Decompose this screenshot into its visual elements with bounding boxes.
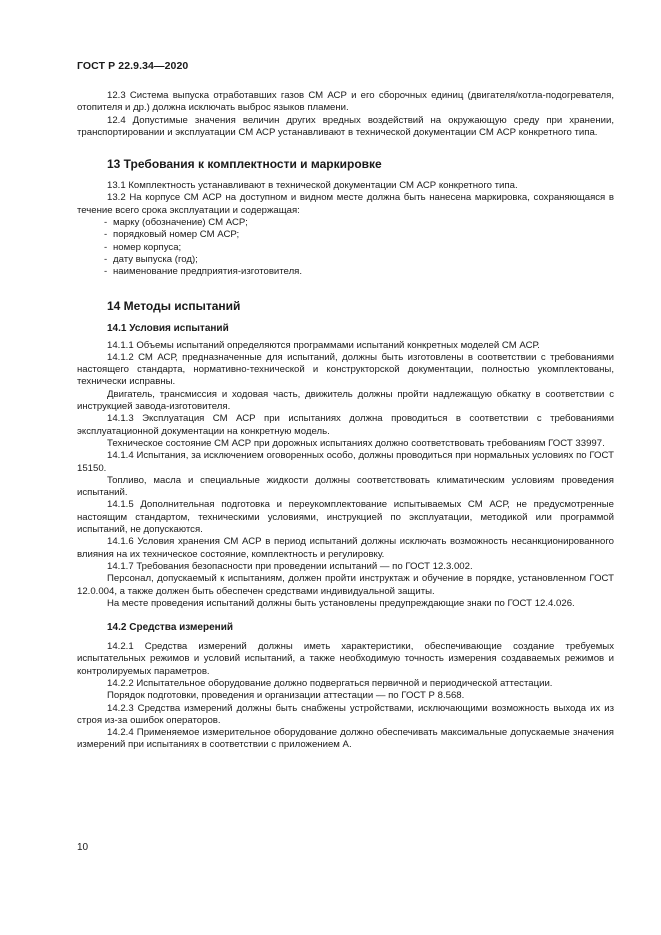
- paragraph-14-2-2-b: Порядок подготовки, проведения и организации аттестации — по ГОСТ Р 8.568.: [107, 690, 465, 702]
- section-14-heading: 14 Методы испытаний: [107, 298, 241, 313]
- paragraph-14-1-5: 14.1.5 Дополнительная подготовка и переукомплектование испытываемых СМ АСР, не предусмотренные настоящим стандартом, техническими условиями, инструкцией по эксплуатации, методикой или программой испытаний, не допускаются.: [77, 499, 614, 536]
- list-item: [77, 229, 614, 241]
- paragraph-12-3: 12.3 Система выпуска отработавших газов СМ АСР и его сборочных единиц (двигателя/котла-подогревателя, отопителя и др.) должна исключать выброс языков пламени.: [77, 90, 614, 114]
- paragraph-14-2-1: 14.2.1 Средства измерений должны иметь характеристики, обеспечивающие создание требуемых испытательных режимов и условий испытаний, а также необходимую точность измерения создаваемых режимов и контролируемых параметров.: [77, 641, 614, 677]
- paragraph-13-2: 13.2 На корпусе СМ АСР на доступном и видном месте должна быть нанесена маркировка, сохраняющаяся в течение всего срока эксплуатации и содержащая:: [77, 192, 614, 216]
- list-item-text: наименование предприятия-изготовителя.: [113, 266, 303, 278]
- page-content: [77, 90, 614, 752]
- paragraph-14-1-4: 14.1.4 Испытания, за исключением оговоренных особо, должны проводиться при нормальных условиях по ГОСТ 15150.: [77, 450, 614, 474]
- paragraph-14-1-7-c: На месте проведения испытаний должны быть установлены предупреждающие знаки по ГОСТ 12.4.026.: [107, 597, 575, 609]
- marking-list: [77, 217, 614, 278]
- list-dash: -: [104, 229, 108, 241]
- list-item: [77, 217, 614, 229]
- paragraph-14-1-3: 14.1.3 Эксплуатация СМ АСР при испытаниях должна проводиться в соответствии с требованиями эксплуатационной документации на конкретную модель.: [77, 413, 614, 437]
- list-dash: -: [104, 241, 108, 253]
- paragraph-14-1-2: 14.1.2 СМ АСР, предназначенные для испытаний, должны быть изготовлены в соответствии с требованиями настоящего стандарта, нормативно-технической и конструкторской документации, полностью укомплектованы, технически исправны.: [77, 351, 614, 388]
- list-item: [77, 254, 614, 266]
- paragraph-14-2-3: 14.2.3 Средства измерений должны быть снабжены устройствами, исключающими возможность выхода их из строя из-за ошибок операторов.: [77, 702, 614, 726]
- paragraph-14-1-2-b: Двигатель, трансмиссия и ходовая часть, движитель должны пройти надлежащую обкатку в соответствии с инструкцией завода-изготовителя.: [77, 388, 614, 413]
- paragraph-14-1-4-b: Топливо, масла и специальные жидкости должны соответствовать климатическим условиям проведения испытаний.: [77, 474, 614, 499]
- paragraph-14-1-3-b: Техническое состояние СМ АСР при дорожных испытаниях должно соответствовать требованиям ГОСТ 33997.: [107, 437, 605, 449]
- list-item-text: дату выпуска (год);: [113, 253, 198, 265]
- list-item: [77, 266, 614, 278]
- paragraph-14-2-4: 14.2.4 Применяемое измерительное оборудование должно обеспечивать максимальные допускаемые значения измерений при испытаниях в соответствии с приложением А.: [77, 727, 614, 751]
- list-item-text: марку (обозначение) СМ АСР;: [113, 217, 248, 229]
- paragraph-14-1-6: 14.1.6 Условия хранения СМ АСР в период испытаний должны исключать возможность несанкционированного влияния на их техническое состояние, комплектность и регулировку.: [77, 536, 614, 560]
- paragraph-14-2-2: 14.2.2 Испытательное оборудование должно подвергаться первичной и периодической аттестации.: [107, 677, 553, 689]
- list-dash: -: [104, 266, 108, 278]
- list-item-text: номер корпуса;: [113, 241, 182, 253]
- subsection-14-1-heading: 14.1 Условия испытаний: [107, 322, 229, 334]
- page-number: 10: [77, 842, 89, 853]
- document-header: ГОСТ Р 22.9.34—2020: [77, 60, 189, 72]
- paragraph-12-4: 12.4 Допустимые значения величин других вредных воздействий на окружающую среду при хранении, транспортировании и эксплуатации СМ АСР устанавливают в технической документации СМ АСР конкретного типа.: [77, 114, 614, 138]
- paragraph-14-1-7: 14.1.7 Требования безопасности при проведении испытаний — по ГОСТ 12.3.002.: [107, 560, 473, 572]
- list-dash: -: [104, 217, 108, 229]
- list-item: [77, 242, 614, 254]
- paragraph-14-1-1: 14.1.1 Объемы испытаний определяются программами испытаний конкретных моделей СМ АСР.: [107, 339, 540, 351]
- list-item-text: порядковый номер СМ АСР;: [113, 229, 240, 241]
- paragraph-14-1-7-b: Персонал, допускаемый к испытаниям, должен пройти инструктаж и обучение в порядке, установленном ГОСТ 12.0.004, а также должен быть обеспечен средствами индивидуальной защиты.: [77, 573, 614, 597]
- list-dash: -: [104, 253, 108, 265]
- paragraph-13-1: 13.1 Комплектность устанавливают в технической документации СМ АСР конкретного типа.: [107, 180, 518, 192]
- section-13-heading: 13 Требования к комплектности и маркировке: [107, 157, 382, 172]
- subsection-14-2-heading: 14.2 Средства измерений: [107, 622, 233, 634]
